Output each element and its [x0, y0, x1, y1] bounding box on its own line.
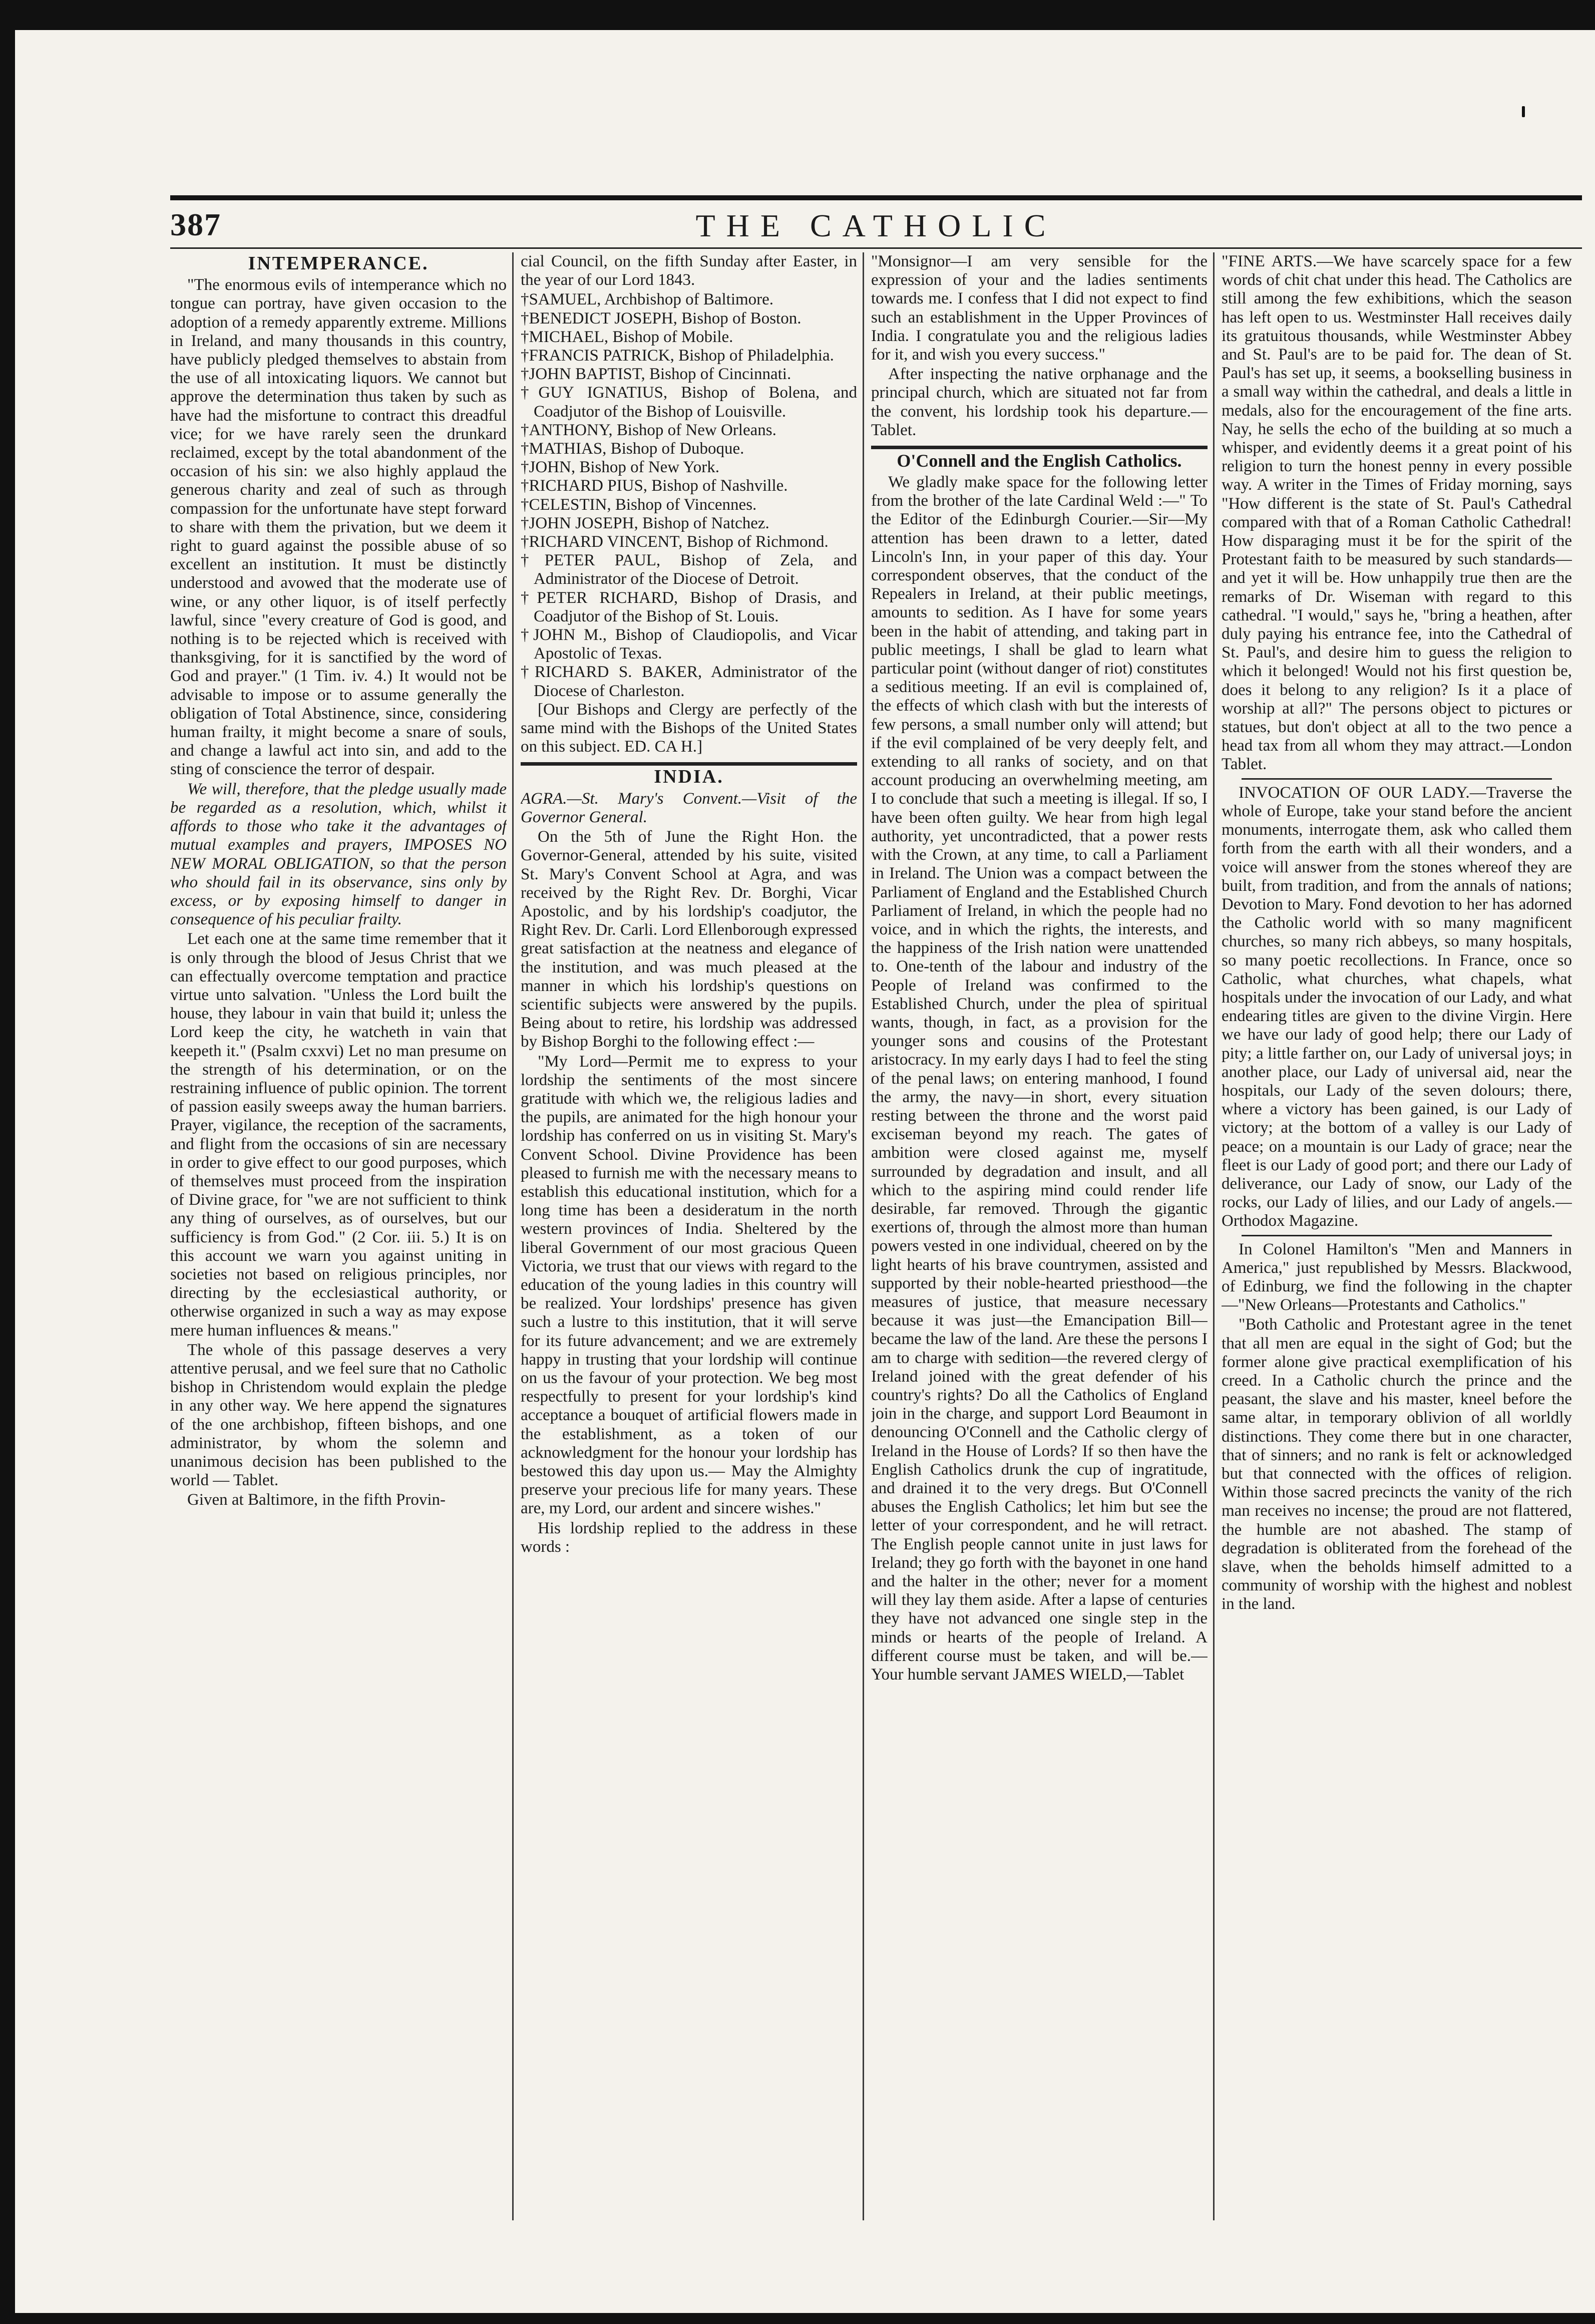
- signature-list: [521, 290, 857, 700]
- article-paragraph: Given at Baltimore, in the fifth Provin-: [187, 1491, 446, 1509]
- signature-item: †RICHARD VINCENT, Bishop of Richmond.: [521, 533, 829, 551]
- signature-item: †ANTHONY, Bishop of New Orleans.: [521, 421, 776, 439]
- column-3: [871, 252, 1208, 2220]
- article-paragraph: "My Lord—Permit me to express to your lordship the sentiments of the most sincere gratitude with which we, the religious ladies and the pupils, are animated for the high honour your lordship has conferred on us in visiting St. Mary's Convent School. Divine Providence has been pleased to furnish me with the necessary means to establish this educational institution, which for a long time has been a desideratum in the north western provinces of India. Sheltered by the liberal Government of our most gracious Queen Victoria, we trust that our views with regard to the education of the young ladies in this country will be realized. Your lordships' presence has given such a lustre to this institution, that it will serve for its future advancement; and we are extremely happy in trusting that your lordship will continue on us the favour of your protection. We beg most respectfully to present for your lordship's kind acceptance a bouquet of artificial flowers made in the establishment, as a token of our acknowledgment for the honour your lordship has bestowed this day upon us.— May the Almighty preserve your precious life for many years. These are, my Lord, our ardent and sincere wishes.": [521, 1052, 857, 1518]
- article-title-intemperance: INTEMPERANCE.: [248, 253, 429, 274]
- article-paragraph: His lordship replied to the address in these words :: [521, 1519, 857, 1556]
- section-rule: [521, 762, 857, 766]
- hamilton-quote: "Both Catholic and Protestant agree in the tenet that all men are equal in the sight of God; but the former alone give practical exemplification of his creed. In a Catholic church the prince and the peasant, the slave and his master, kneel before the same altar, in temporary oblivion of all worldly distinctions. They come there but in one character, that of sinners; and no rank is felt or acknowledged but that connected with the offices of religion. Within those sacred precincts the vanity of the rich man receives no incense; the proud are not flattered, the humble are not abashed. The stamp of degradation is obliterated from the forehead of the slave, when the beholds himself admitted to a community of worship with the highest and noblest in the land.: [1222, 1315, 1572, 1613]
- section-rule: [871, 446, 1208, 449]
- column-2: [521, 252, 857, 2220]
- signature-item: †JOHN, Bishop of New York.: [521, 458, 719, 477]
- signature-item: †PETER PAUL, Bishop of Zela, and Administrator of the Diocese of Detroit.: [521, 551, 857, 588]
- article-paragraph: The whole of this passage deserves a very attentive perusal, and we feel sure that no Catholic bishop in Christendom would explain the pledge in any other way. We here append the signatures of the one archbishop, fifteen bishops, and one administrator, by whom the solemn and unanimous decision has been published to the world — Tablet.: [170, 1341, 507, 1490]
- article-paragraph: After inspecting the native orphanage and the principal church, which are situated not far from the convent, his lordship took his departure.— Tablet.: [871, 365, 1208, 439]
- signature-item: †FRANCIS PATRICK, Bishop of Philadelphia.: [521, 347, 834, 365]
- signature-item: †CELESTIN, Bishop of Vincennes.: [521, 495, 757, 514]
- invocation-item: INVOCATION OF OUR LADY.—Traverse the whole of Europe, take your stand before the ancient monuments, interrogate them, ask who called them forth from the earth with all their wonders, and a voice will answer from the stones whereof they are built, from tradition, and from the annals of nations; Devotion to Mary. Fond devotion to her has adorned the Catholic world with so many magnificent churches, so many rich abbeys, so many hospitals, so many poetic recollections. In France, once so Catholic, what churches, what chapels, what hospitals under the invocation of our Lady, and what endearing titles are given to the divine Virgin. Here we have our lady of good help; there our Lady of pity; a little farther on, our Lady of universal joys; in another place, our Lady of universal aid, near the hospitals, our Lady of the seven dolours; there, where a victory has been gained, is our Lady of victory; at the bottom of a valley is our Lady of peace; on a mountain is our Lady of grace; near the fleet is our Lady of good port; and there our Lady of deliverance, our Lady of snow, our Lady of the rocks, our Lady of lilies, and our Lady of angels.—Orthodox Magazine.: [1222, 783, 1572, 1230]
- column-separator: [512, 252, 514, 2220]
- column-separator: [863, 252, 864, 2220]
- reply-quote: "Monsignor—I am very sensible for the expression of your and the ladies sentiments towards me. I confess that I did not expect to find such an establishment in the Upper Provinces of India. I congratulate you and the religious ladies for it, and wish you every success.": [871, 252, 1208, 364]
- page-number: 387: [170, 207, 221, 242]
- signature-item: †JOHN JOSEPH, Bishop of Natchez.: [521, 514, 769, 532]
- column-1: [170, 252, 507, 2220]
- page-header: [170, 206, 1582, 246]
- hamilton-item: In Colonel Hamilton's "Men and Manners in America," just republished by Messrs. Blackwood, of Edinburg, we find the following in the chapter—"New Orleans—Protestants and Catholics.": [1222, 1240, 1572, 1314]
- signature-item: †MICHAEL, Bishop of Mobile.: [521, 327, 733, 346]
- article-title-oconnell: O'Connell and the English Catholics.: [897, 451, 1182, 471]
- ink-spot: [1522, 106, 1525, 117]
- signature-item: †SAMUEL, Archbishop of Baltimore.: [521, 290, 774, 309]
- dateline: [521, 790, 857, 827]
- article-paragraph: "The enormous evils of intemperance which no tongue can portray, have given occasion to the adoption of a remedy apparently extreme. Millions in Ireland, and many thousands in this country, have publicly pledged themselves to abstain from the use of all intoxicating liquors. We cannot but approve the determination thus taken by such as have had the misfortune to contract this dreadful vice; for we have rarely seen the drunkard reclaimed, except by the total abandonment of the occasion of his sin: we also highly applaud the generous charity and zeal of such as through compassion for the unfortunate have stept forward to share with them the privation, but we deem it right to guard against the possible abuse of so excellent an institution. It must be distinctly understood and avowed that the moderate use of wine, or any other liquor, is of itself perfectly lawful, since "every creature of God is good, and nothing is to be rejected which is received with thanksgiving, for it is sanctified by the word of God and prayer." (1 Tim. iv. 4.) It would not be advisable to impose or to assume generally the obligation of Total Abstinence, since, considering human frailty, it might become a snare of souls, and change a lawful act into sin, and add to the sting of conscience the terror of despair.: [170, 276, 507, 779]
- masthead-title: THE CATHOLIC: [695, 208, 1057, 243]
- scan-edge-left: [0, 0, 15, 2324]
- signature-item: †RICHARD S. BAKER, Administrator of the Diocese of Charleston.: [521, 663, 857, 700]
- article-paragraph: We gladly make space for the following letter from the brother of the late Cardinal Weld :—" To the Editor of the Edinburgh Courier.—Sir—My attention has been drawn to a letter, dated Lincoln's Inn, in your paper of this day. Your correspondent observes, that the conduct of the Repealers in Ireland, at their public meetings, amounts to sedition. As I have for some years been in the habit of attending, and taking part in public meetings, I shall be glad to learn what particular point (without danger of riot) constitutes a seditious meeting. If an evil is complained of, the effects of which clash with but the interests of few persons, a small number only will attend; but if the evil complained of be very deeply felt, and extending to all ranks of society, and on that account producing an overwhelming meeting, am I to conclude that such a meeting is illegal. If so, I have been often guilty. We hear from high legal authority, yet uncontradicted, that a power rests with the Crown, at any time, to call a Parliament in Ireland. The Union was a compact between the Parliament of England and the Established Church Parliament of Ireland, in which the people had no voice, and in which the rights, the interests, and the happiness of the Irish nation were unattended to. One-tenth of the labour and industry of the People of Ireland was confirmed to the Established Church, under the plea of spiritual wants, though, in fact, as a provision for the younger sons and cousins of the Protestant aristocracy. In my early days I had to feel the sting of the penal laws; on entering manhood, I found the army, the navy—in short, every situation resting between the throne and the worst paid exciseman beyond my reach. The gates of ambition were closed against me, myself surrounded by degradation and insult, and all which to the aspiring mind could render life desirable, far removed. Through the gigantic exertions of, through the almost more than human powers vested in one individual, cheered on by the light hearts of his brave countrymen, assisted and supported by their noble-hearted priesthood—the measures of justice, that measure necessary because it was just—the Emancipation Bill—became the law of the land. Are these the persons I am to charge with sedition—the revered clergy of Ireland joined with the great defender of his country's rights? Do all the Catholics of England join in the charge, and support Lord Beaumont in denouncing O'Connell and the Catholic clergy of Ireland in the House of Lords? If so then have the English Catholics drunk the cup of ingratitude, and drained it to the very dregs. But O'Connell abuses the English Catholics; let him but see the letter of your correspondent, and he will retract. The English people cannot unite in just laws for Ireland; they go forth with the bayonet in one hand and the halter in the other; never for a moment will they lay them aside. After a lapse of centuries they have not advanced one single step in the minds or hearts of the people of Ireland. A different course must be taken, and will be.— Your humble servant JAMES WIELD,—Tablet: [871, 473, 1208, 1684]
- signature-item: †GUY IGNATIUS, Bishop of Bolena, and Coadjutor of the Bishop of Louisville.: [521, 384, 857, 421]
- column-separator: [1213, 252, 1215, 2220]
- article-paragraph: Let each one at the same time remember that it is only through the blood of Jesus Christ that we can effectually overcome temptation and practice virtue unto salvation. "Unless the Lord built the house, they labour in vain that build it; unless the Lord keep the city, he watcheth in vain that keepeth it." (Psalm cxxvi) Let no man presume on the strength of his determination, or on the restraining influence of public opinion. The torrent of passion easily sweeps away the human barriers. Prayer, vigilance, the reception of the sacraments, and flight from the occasions of sin are necessary in order to give effect to our good purposes, which of themselves must proceed from the inspiration of Divine grace, for "we are not sufficient to think any thing of ourselves, as of ourselves, but our sufficiency is from God." (2 Cor. iii. 5.) It is on this account we warn you against uniting in societies not based on religious principles, nor directing by the ecclesiastical authority, or otherwise organized in such a way as may expose mere human influences & means.": [170, 930, 507, 1340]
- header-rule-bottom: [170, 247, 1582, 249]
- fine-arts-item: "FINE ARTS.—We have scarcely space for a few words of chit chat under this head. The Catholics are still among the few exhibitions, which the season has left open to us. Westminster Hall receives daily its gratuitous thousands, while Westminster Abbey and St. Paul's are to be paid for. The dean of St. Paul's has set up, it seems, a bookselling business in a small way within the cathedral, and deals a little in medals, also for the encouragement of the fine arts. Nay, he sells the echo of the building at so much a whisper, and evidently deems it a great point of his religion to turn the honest penny in every possible way. A writer in the Times of Friday morning, says "How different is the state of St. Paul's Cathedral compared with that of a Roman Catholic Cathedral! How disparaging must it be for the spirit of the Protestant faith to be measured by such standards—and yet it will be. How unhappily true then are the remarks of Dr. Wiseman with regard to this cathedral. "I would," says he, "bring a heathen, after duly paying his entrance fee, into the Cathedral of St. Paul's, and desire him to guess the religion to which it belonged! Would not his first question be, does it belong to any religion? Is it a place of worship at all?" The persons object to pictures or statues, but don't object at all to the two pence a head tax from all whom they may attract.—London Tablet.: [1222, 252, 1572, 774]
- signature-item: †MATHIAS, Bishop of Duboque.: [521, 440, 744, 458]
- column-4: [1222, 252, 1572, 2220]
- council-intro: cial Council, on the fifth Sunday after Easter, in the year of our Lord 1843.: [521, 252, 857, 289]
- article-paragraph-italic: [170, 780, 507, 929]
- article-title-india: INDIA.: [654, 766, 724, 788]
- scan-edge-bottom: [15, 2313, 1595, 2324]
- item-rule: [1242, 778, 1552, 780]
- signature-item: †BENEDICT JOSEPH, Bishop of Boston.: [521, 309, 802, 327]
- item-rule: [1242, 1235, 1552, 1236]
- ink-spot: [1301, 23, 1308, 30]
- scan-edge-top: [15, 0, 1595, 30]
- editor-note: [Our Bishops and Clergy are perfectly of the same mind with the Bishops of the United States on this subject. ED. CA H.]: [521, 700, 857, 756]
- signature-item: †JOHN BAPTIST, Bishop of Cincinnati.: [521, 365, 791, 384]
- italic-passage: We will, therefore, that the pledge usually made be regarded as a resolution, which, whilst it affords to those who take it the advantages of mutual examples and prayers, IMPOSES NO NEW MORAL OBLIGATION, so that the person who should fail in its observance, sins only by excess, or by exposing himself to danger in consequence of his peculiar frailty.: [170, 780, 507, 929]
- signature-item: †RICHARD PIUS, Bishop of Nashville.: [521, 477, 788, 495]
- article-paragraph: On the 5th of June the Right Hon. the Governor-General, attended by his suite, visited St. Mary's Convent School at Agra, and was received by the Right Rev. Dr. Borghi, Vicar Apostolic, and by his lordship's coadjutor, the Right Rev. Dr. Carli. Lord Ellenborough expressed great satisfaction at the neatness and elegance of the institution, and was much pleased at the manner in which his lordship's questions on scientific subjects were answered by the pupils. Being about to retire, his lordship was addressed by Bishop Borghi to the following effect :—: [521, 828, 857, 1051]
- signature-item: †JOHN M., Bishop of Claudiopolis, and Vicar Apostolic of Texas.: [521, 626, 857, 663]
- dateline-text: AGRA.—St. Mary's Convent.—Visit of the Governor General.: [521, 789, 857, 826]
- signature-item: †PETER RICHARD, Bishop of Drasis, and Coadjutor of the Bishop of St. Louis.: [521, 588, 857, 625]
- header-rule-top: [170, 195, 1582, 200]
